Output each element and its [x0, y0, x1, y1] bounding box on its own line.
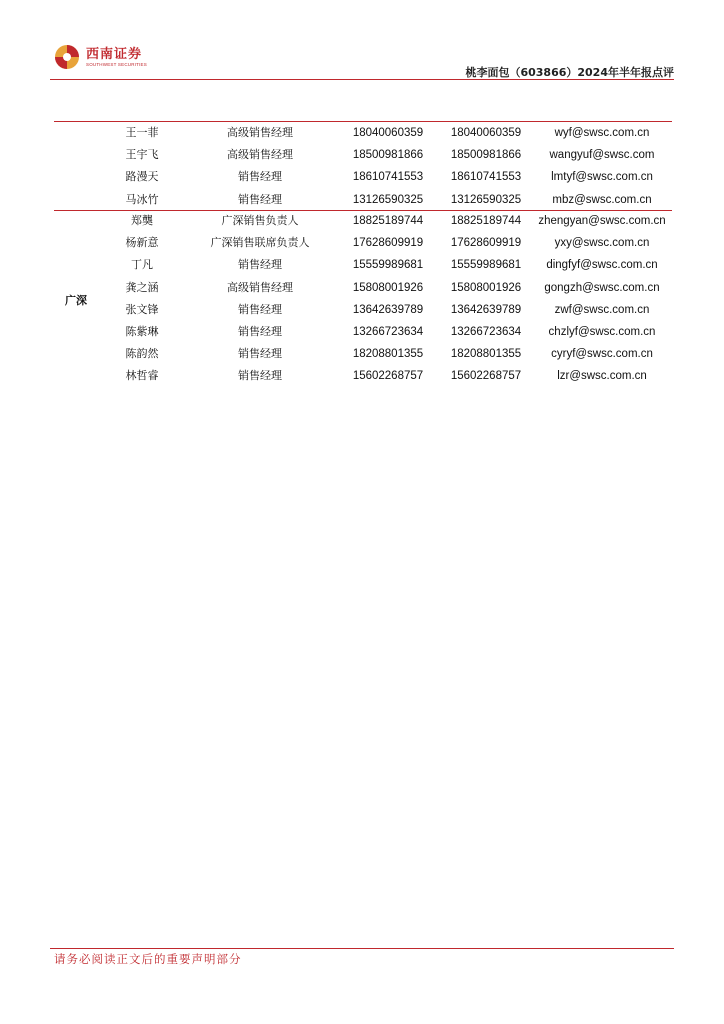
- contact-mobile: 15808001926: [450, 281, 522, 294]
- header-divider: [50, 79, 674, 80]
- company-logo: [54, 44, 147, 70]
- contact-phone: 18610741553: [352, 171, 424, 184]
- contact-phone: 13642639789: [352, 303, 424, 316]
- footer-divider: [50, 948, 674, 949]
- table-row: [54, 365, 672, 387]
- contact-name: 龚之涵: [125, 280, 159, 294]
- table-row: [54, 189, 672, 211]
- contact-phone: 18208801355: [352, 348, 424, 361]
- contact-phone: 13266723634: [352, 326, 424, 338]
- table-row: [54, 321, 672, 343]
- contact-mobile: 13126590325: [450, 193, 522, 206]
- contact-title: 销售经理: [238, 302, 282, 316]
- contact-name: 郑龑: [131, 214, 153, 227]
- contact-mobile: 13266723634: [450, 326, 522, 338]
- contact-title: 销售经理: [238, 325, 282, 338]
- logo-english-text: SOUTHWEST SECURITIES: [86, 61, 147, 67]
- contact-name: 丁凡: [131, 258, 153, 272]
- contact-phone: 15808001926: [352, 281, 424, 294]
- footer-disclaimer: 请务必阅读正文后的重要声明部分: [54, 952, 242, 966]
- contact-name: 林哲睿: [125, 369, 159, 383]
- contact-name: 杨新意: [125, 236, 159, 250]
- table-row: [54, 144, 672, 166]
- contact-phone: 17628609919: [352, 237, 424, 250]
- logo-emblem-icon: [54, 44, 80, 70]
- contact-phone: 18500981866: [352, 149, 424, 162]
- contact-title: 销售经理: [238, 258, 282, 272]
- table-row: [54, 210, 672, 232]
- contact-email: cyryf@swsc.com.cn: [551, 348, 653, 361]
- contact-email: zwf@swsc.com.cn: [554, 303, 650, 316]
- table-row: [54, 166, 672, 188]
- contact-email: yxy@swsc.com.cn: [554, 237, 650, 250]
- contact-phone: 15602268757: [352, 370, 424, 383]
- contact-title: 高级销售经理: [227, 126, 293, 139]
- region-label-guangshen: 广深: [65, 294, 87, 307]
- contact-mobile: 18040060359: [450, 127, 522, 139]
- logo-chinese-text: 西南证券: [86, 46, 143, 62]
- contact-title: 销售经理: [238, 347, 282, 361]
- contact-title: 广深销售联席负责人: [210, 236, 310, 250]
- contact-name: 王宇飞: [125, 148, 159, 162]
- contact-email: dingfyf@swsc.com.cn: [546, 259, 658, 272]
- contact-phone: 15559989681: [352, 259, 424, 272]
- report-title: 桃李面包（603866）2024年半年报点评: [465, 66, 674, 79]
- contact-mobile: 15602268757: [450, 370, 522, 383]
- contact-email: lzr@swsc.com.cn: [557, 370, 647, 383]
- contact-title: 销售经理: [238, 369, 282, 383]
- contact-email: wyf@swsc.com.cn: [554, 127, 650, 139]
- contact-email: wangyuf@swsc.com: [549, 149, 655, 162]
- contact-email: mbz@swsc.com.cn: [552, 193, 652, 206]
- contact-name: 王一菲: [125, 126, 159, 139]
- contact-title: 销售经理: [238, 170, 282, 184]
- contact-email: gongzh@swsc.com.cn: [544, 281, 660, 294]
- contact-mobile: 18500981866: [450, 149, 522, 162]
- contact-mobile: 18825189744: [450, 215, 522, 227]
- contact-title: 广深销售负责人: [221, 214, 299, 227]
- contact-email: zhengyan@swsc.com.cn: [538, 215, 666, 227]
- contact-title: 高级销售经理: [227, 148, 293, 162]
- table-row: [54, 277, 672, 299]
- contact-name: 马冰竹: [125, 192, 159, 206]
- contact-name: 陈韵然: [125, 347, 159, 361]
- contact-mobile: 15559989681: [450, 259, 522, 272]
- contact-name: 陈紫琳: [125, 325, 159, 338]
- contact-mobile: 18610741553: [450, 171, 522, 184]
- contact-email: chzlyf@swsc.com.cn: [548, 326, 656, 338]
- table-row: [54, 254, 672, 276]
- contact-mobile: 17628609919: [450, 237, 522, 250]
- contact-phone: 13126590325: [352, 193, 424, 206]
- table-row: [54, 122, 672, 144]
- contact-title: 销售经理: [238, 192, 282, 206]
- contact-name: 路漫天: [125, 170, 159, 184]
- table-row: [54, 343, 672, 365]
- contact-title: 高级销售经理: [227, 280, 293, 294]
- contact-name: 张文锋: [125, 302, 159, 316]
- table-row: [54, 299, 672, 321]
- table-row: [54, 232, 672, 254]
- contact-phone: 18825189744: [352, 215, 424, 227]
- contact-mobile: 13642639789: [450, 303, 522, 316]
- contact-mobile: 18208801355: [450, 348, 522, 361]
- contact-email: lmtyf@swsc.com.cn: [551, 171, 653, 184]
- contact-phone: 18040060359: [352, 127, 424, 139]
